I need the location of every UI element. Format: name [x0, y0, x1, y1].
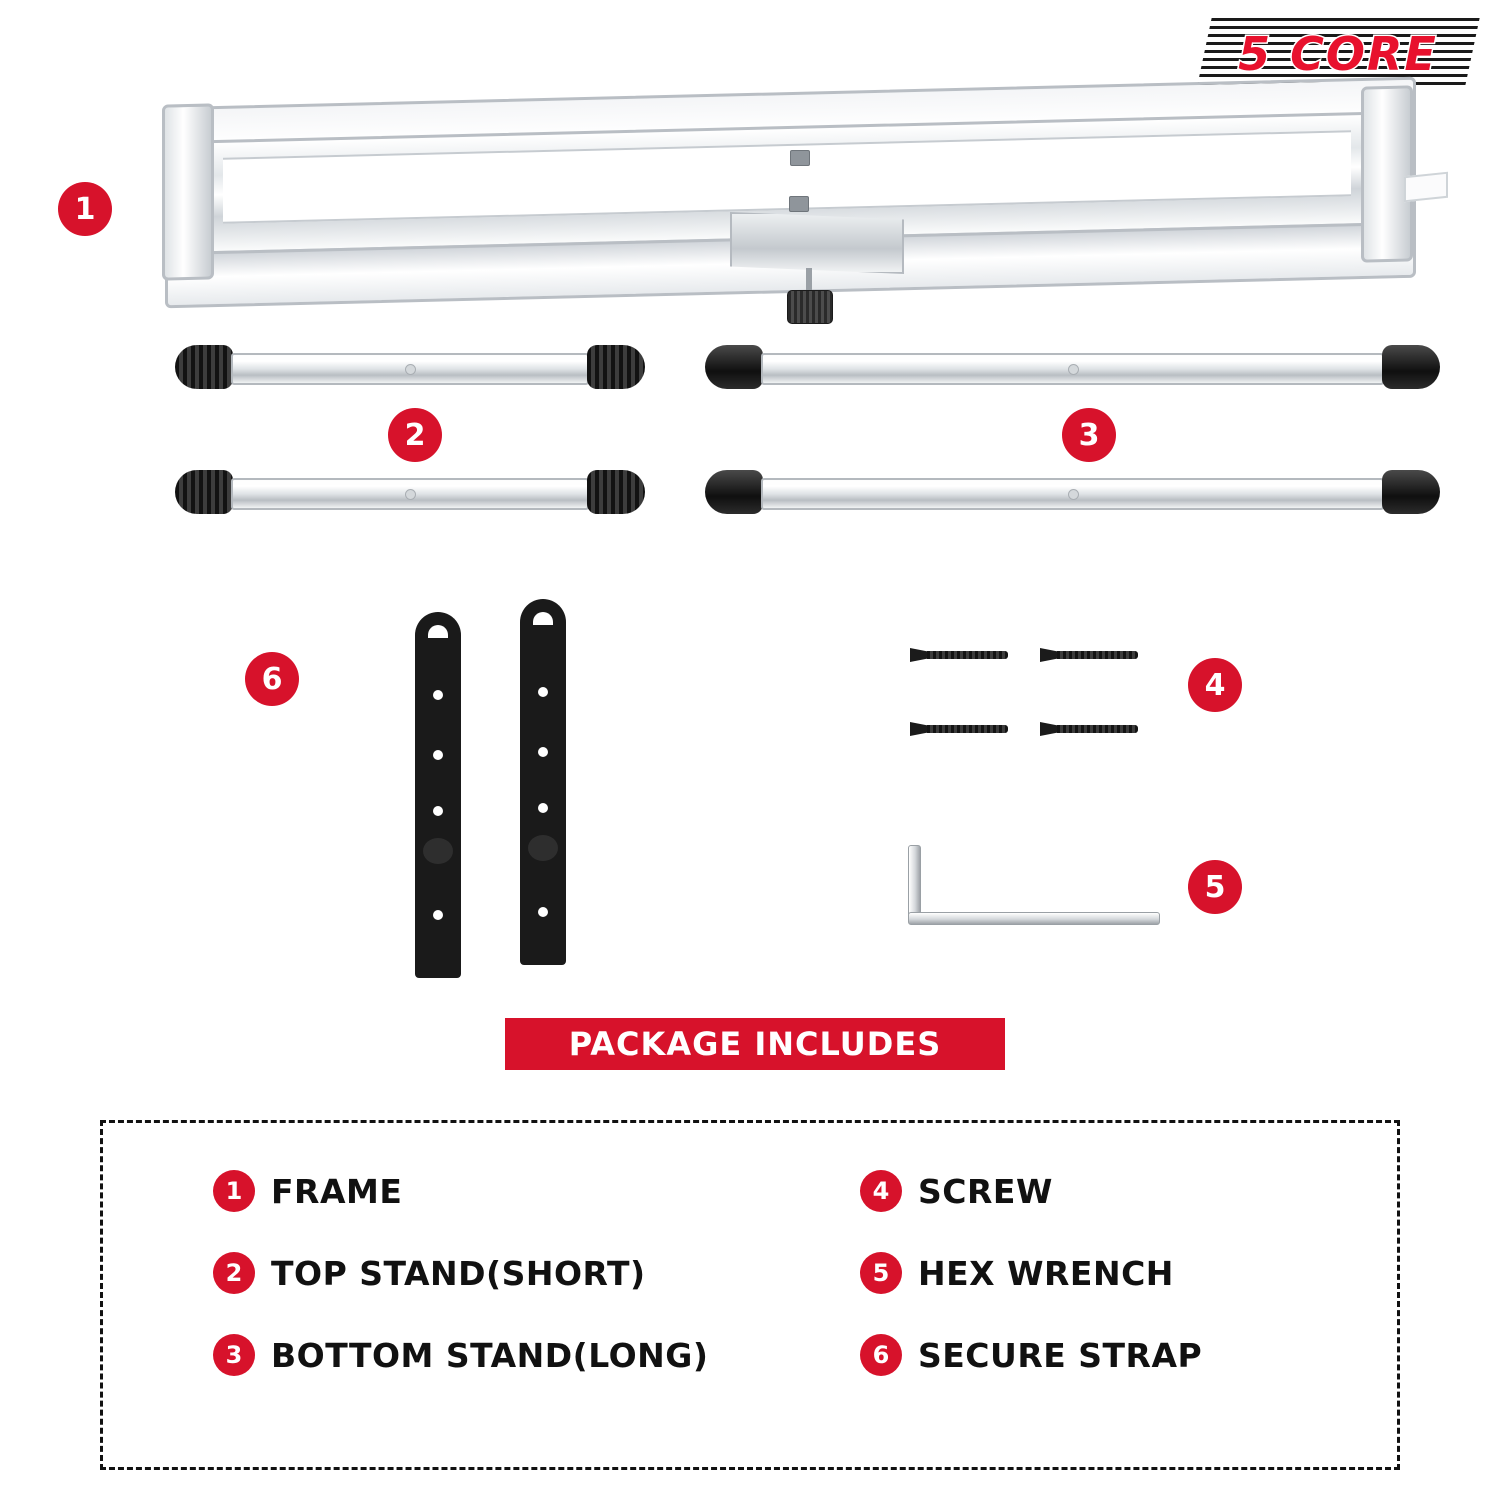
secure-strap-2: [520, 625, 566, 965]
legend-item-hex-wrench: [860, 1247, 1397, 1299]
legend-item-top-stand: [213, 1247, 750, 1299]
screw-3: [910, 722, 1008, 736]
strap-hole: [538, 747, 548, 757]
callout-badge-5: 5: [1188, 860, 1242, 914]
legend-item-screw: [860, 1165, 1397, 1217]
package-includes-banner: [505, 1018, 1005, 1070]
screw-2: [1040, 648, 1138, 662]
legend-item-bottom-stand: [213, 1329, 750, 1381]
screw-head: [910, 722, 928, 736]
stand-end-cap-left: [705, 345, 763, 389]
legend-label: HEX WRENCH: [918, 1253, 1174, 1293]
screw-1: [910, 648, 1008, 662]
bottom-stand-long-2: [705, 470, 1440, 514]
legend-number: 3: [213, 1334, 255, 1376]
callout-badge-1: 1: [58, 182, 112, 236]
legend-label: TOP STAND(SHORT): [271, 1253, 646, 1293]
package-includes-title: PACKAGE INCLUDES: [568, 1025, 942, 1063]
callout-badge-6: 6: [245, 652, 299, 706]
frame-left-end-cap: [162, 103, 214, 280]
callout-badge-4: 4: [1188, 658, 1242, 712]
strap-hole: [433, 690, 443, 700]
frame-bolt-top: [790, 150, 810, 166]
callout-badge-3: 3: [1062, 408, 1116, 462]
stand-end-cap-left: [175, 470, 233, 514]
brand-logo: [1204, 18, 1472, 90]
stand-end-cap-left: [175, 345, 233, 389]
legend-number: 1: [213, 1170, 255, 1212]
legend-number: 4: [860, 1170, 902, 1212]
stand-end-cap-right: [587, 470, 645, 514]
bottom-stand-long-1: [705, 345, 1440, 389]
hex-wrench-part: [908, 845, 1158, 925]
stand-end-cap-left: [705, 470, 763, 514]
legend-column-left: [103, 1165, 750, 1467]
stand-end-cap-right: [587, 345, 645, 389]
legend-label: FRAME: [271, 1171, 403, 1211]
strap-hole: [433, 806, 443, 816]
top-stand-short-1: [175, 345, 645, 389]
stand-end-cap-right: [1382, 345, 1440, 389]
legend-number: 6: [860, 1334, 902, 1376]
legend-column-right: [750, 1165, 1397, 1467]
screw-head: [1040, 722, 1058, 736]
top-stand-short-2: [175, 470, 645, 514]
strap-hole: [538, 907, 548, 917]
screw-shank: [1057, 651, 1138, 659]
wrench-short-arm: [908, 845, 921, 917]
secure-strap-1: [415, 638, 461, 978]
screw-head: [1040, 648, 1058, 662]
callout-badge-2: 2: [388, 408, 442, 462]
legend-number: 5: [860, 1252, 902, 1294]
legend-item-secure-strap: [860, 1329, 1397, 1381]
logo-text: 5 CORE: [1238, 27, 1438, 81]
stand-tube-bar: [231, 478, 589, 510]
strap-hole: [433, 750, 443, 760]
strap-hole: [538, 803, 548, 813]
frame-part: [165, 92, 1410, 287]
legend-label: BOTTOM STAND(LONG): [271, 1335, 709, 1375]
frame-right-tab: [1404, 172, 1448, 203]
stand-tube-bar: [761, 353, 1384, 385]
screw-head: [910, 648, 928, 662]
stand-end-cap-right: [1382, 470, 1440, 514]
legend-number: 2: [213, 1252, 255, 1294]
screw-4: [1040, 722, 1138, 736]
legend-label: SECURE STRAP: [918, 1335, 1203, 1375]
frame-adjust-knob: [787, 290, 833, 324]
stand-tube-bar: [761, 478, 1384, 510]
frame-center-bracket: [730, 212, 904, 274]
wrench-long-arm: [908, 912, 1160, 925]
screw-shank: [1057, 725, 1138, 733]
strap-hole: [538, 687, 548, 697]
screw-shank: [927, 725, 1008, 733]
strap-button: [528, 835, 558, 861]
strap-hole: [433, 910, 443, 920]
package-legend-box: [100, 1120, 1400, 1470]
screw-shank: [927, 651, 1008, 659]
stand-tube-bar: [231, 353, 589, 385]
strap-button: [423, 838, 453, 864]
strap-hook: [520, 599, 566, 639]
strap-hook: [415, 612, 461, 652]
frame-bolt-middle: [789, 196, 809, 212]
legend-item-frame: [213, 1165, 750, 1217]
frame-right-end-cap: [1361, 85, 1413, 262]
legend-label: SCREW: [918, 1171, 1053, 1211]
